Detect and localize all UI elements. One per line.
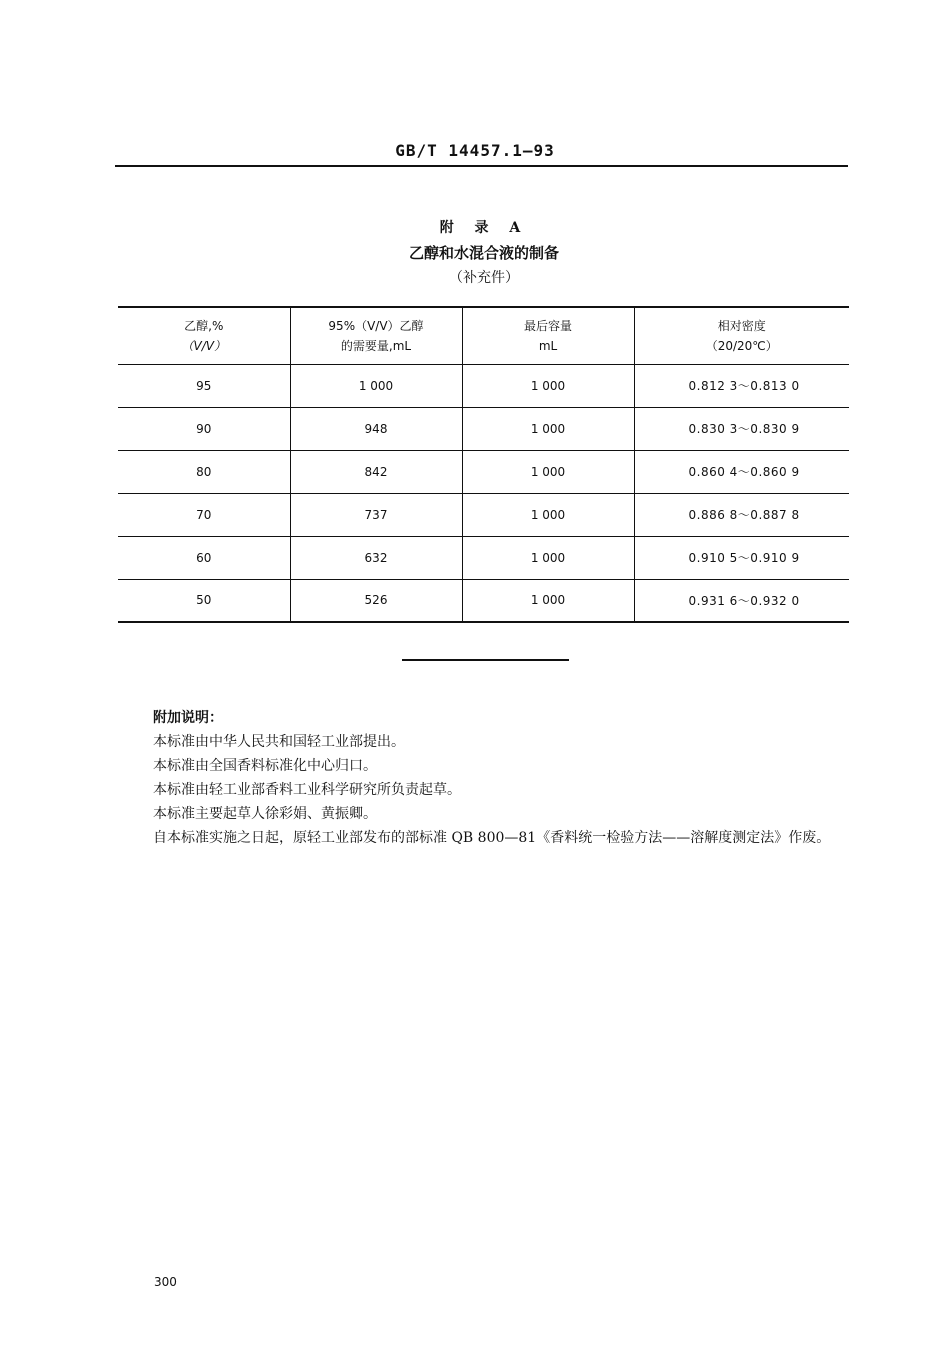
col-header-final-volume [462,307,634,364]
cell-required: 632 [290,536,462,579]
col-header-line: mL [538,338,558,353]
table-row [118,364,849,407]
col-header-line: （20/20℃） [705,338,778,353]
notes-title: 附加说明： [153,710,223,726]
cell-density: 0.931 6～0.932 0 [634,579,849,622]
table-row [118,536,849,579]
cell-required: 737 [290,493,462,536]
appendix-title: 乙醇和水混合液的制备 [408,244,559,262]
table-row [118,493,849,536]
note-paragraph: 自本标准实施之日起，原轻工业部发布的部标准 QB 800—81《香料统一检验方法——溶解度测定法》作废。 [153,830,831,846]
cell-final: 1 000 [462,364,634,407]
cell-ethanol: 95 [196,378,212,393]
table-row [118,450,849,493]
cell-ethanol: 50 [196,593,212,608]
col-header-relative-density [634,307,849,364]
ethanol-water-table [118,306,849,623]
table-row [118,579,849,622]
col-header-line: 相对密度 [717,318,766,333]
additional-notes [120,706,855,850]
cell-density: 0.812 3～0.813 0 [634,364,849,407]
col-header-required-volume [290,307,462,364]
cell-final: 1 000 [462,493,634,536]
col-header-line: 最后容量 [523,318,572,333]
note-line: 本标准由轻工业部香料工业科学研究所负责起草。 [153,782,461,798]
page-number: 300 [154,1275,177,1289]
col-header-line: 乙醇,% [184,318,224,333]
cell-final: 1 000 [462,407,634,450]
cell-density: 0.910 5～0.910 9 [634,536,849,579]
note-line: 本标准主要起草人徐彩娟、黄振卿。 [153,806,377,822]
appendix-subtitle: （补充件） [449,270,519,286]
cell-required: 526 [290,579,462,622]
cell-ethanol: 80 [196,464,212,479]
standard-number: GB/T 14457.1—93 [395,141,555,160]
table-row [118,407,849,450]
cell-ethanol: 90 [196,421,212,436]
cell-final: 1 000 [462,536,634,579]
cell-final: 1 000 [462,450,634,493]
cell-density: 0.830 3～0.830 9 [634,407,849,450]
cell-ethanol: 70 [196,507,212,522]
appendix-label: 附 录 A [439,220,529,236]
cell-required: 1 000 [290,364,462,407]
cell-final: 1 000 [462,579,634,622]
col-header-line: 95%（V/V）乙醇 [328,318,424,333]
cell-density: 0.886 8～0.887 8 [634,493,849,536]
col-header-line: （V/V） [181,338,226,353]
cell-required: 948 [290,407,462,450]
cell-required: 842 [290,450,462,493]
cell-ethanol: 60 [196,550,212,565]
table-header-row [118,307,849,364]
cell-density: 0.860 4～0.860 9 [634,450,849,493]
col-header-line: 的需要量,mL [340,338,412,353]
header-rule [115,165,848,167]
note-line: 本标准由中华人民共和国轻工业部提出。 [153,734,405,750]
col-header-ethanol-percent [118,307,290,364]
end-of-appendix-rule [402,659,569,661]
note-line: 本标准由全国香料标准化中心归口。 [153,758,377,774]
